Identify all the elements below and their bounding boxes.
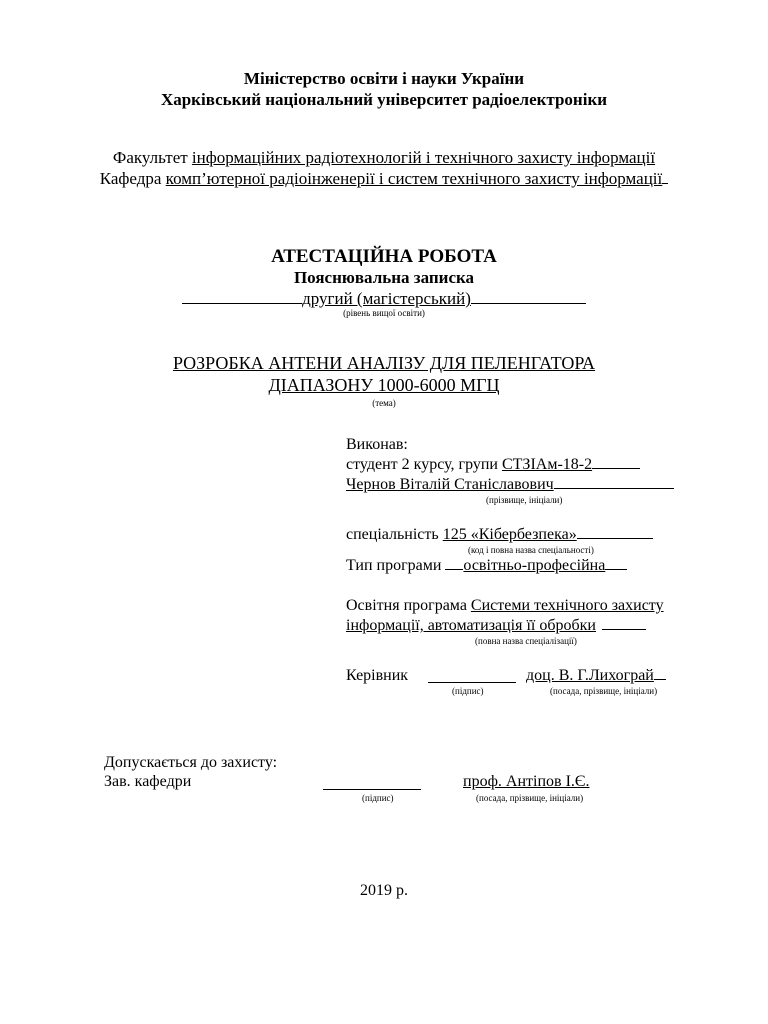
specialty-label: спеціальність [346, 526, 439, 543]
supervisor-value: доц. В. Г.Лихограй [526, 667, 654, 684]
topic-caption: (тема) [372, 398, 396, 408]
head-signature-caption: (підпис) [362, 793, 394, 803]
student-prefix: студент 2 курсу, групи [346, 456, 498, 473]
department-value: комп’ютерної радіоінженерії і систем технічного захисту інформації [165, 169, 663, 188]
student-name: Чернов Віталій Станіславович [346, 476, 554, 493]
head-label: Зав. кафедри [104, 773, 192, 790]
faculty-label: Факультет [112, 148, 188, 167]
work-subtitle: Пояснювальна записка [293, 268, 475, 287]
level-line [0, 289, 768, 309]
underline-filler [654, 678, 666, 680]
supervisor-line [526, 667, 666, 685]
underline-filler [554, 487, 674, 489]
topic-line-1: РОЗРОБКА АНТЕНИ АНАЛІЗУ ДЛЯ ПЕЛЕНГАТОРА [172, 353, 596, 373]
name-line [346, 476, 674, 494]
ministry-heading: Міністерство освіти і науки України [243, 69, 525, 88]
underline-filler [662, 182, 668, 184]
underline-filler [605, 568, 627, 570]
student-line [346, 456, 640, 474]
faculty-value: інформаційних радіотехнологій і технічного захисту інформації [191, 148, 656, 167]
department-line [0, 169, 768, 189]
head-value: проф. Антіпов І.Є. [463, 773, 590, 790]
program-label: Освітня програма [346, 597, 467, 614]
program-line-2 [346, 617, 646, 635]
performed-label: Виконав: [346, 436, 408, 453]
underline-filler [592, 467, 640, 469]
year: 2019 р. [360, 882, 408, 899]
specialty-value: 125 «Кібербезпека» [442, 526, 577, 543]
admission-label: Допускається до захисту: [104, 754, 278, 771]
name-caption: (прізвище, ініціали) [486, 495, 563, 505]
underline-filler [471, 302, 586, 304]
level-value: другий (магістерський) [302, 289, 471, 308]
underline-filler [577, 537, 653, 539]
supervisor-signature-caption: (підпис) [452, 686, 484, 696]
program-type-value: освітньо-професійна [463, 557, 606, 574]
head-caption: (посада, прізвище, ініціали) [476, 793, 584, 803]
program-value-2: інформації, автоматизація її обробки [346, 617, 596, 634]
program-caption: (повна назва спеціалізації) [475, 636, 577, 646]
program-type-label: Тип програми [346, 557, 442, 574]
underline-filler [182, 302, 302, 304]
topic-line-2: ДІАПАЗОНУ 1000-6000 МГЦ [268, 375, 500, 395]
program-type-line [346, 557, 627, 575]
program-line-1 [346, 597, 664, 615]
work-title: АТЕСТАЦІЙНА РОБОТА [271, 246, 497, 267]
faculty-line [0, 148, 768, 168]
supervisor-caption: (посада, прізвище, ініціали) [550, 686, 658, 696]
level-caption: (рівень вищої освіти) [343, 308, 425, 318]
supervisor-label: Керівник [346, 667, 409, 684]
supervisor-signature-line [428, 667, 516, 683]
group-value: СТЗІАм-18-2 [501, 456, 593, 473]
head-signature-line [323, 773, 421, 790]
program-value-1: Системи технічного захисту [470, 597, 664, 614]
specialty-line [346, 526, 653, 544]
university-heading: Харківський національний університет радіоелектроніки [160, 90, 608, 109]
specialty-caption: (код і повна назва спеціальності) [468, 545, 594, 555]
underline-filler [602, 628, 646, 630]
underline-filler [445, 568, 463, 570]
department-label: Кафедра [99, 169, 162, 188]
